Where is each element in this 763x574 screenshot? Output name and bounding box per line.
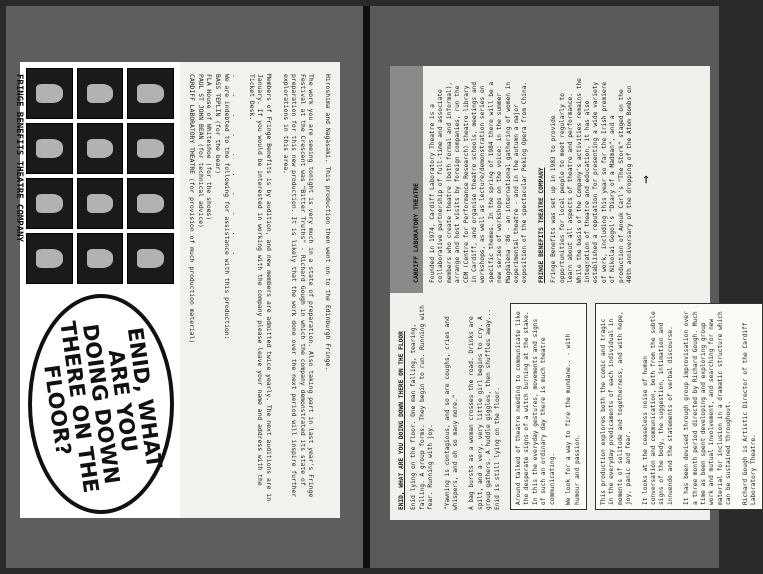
- text-paragraph: Members of Fringe Benefits is by audition, and new members are admitted twice yearly. The next auditions are in January. If you would be interested in working with the company please leave your name and address with the Ticket Desk.: [247, 74, 274, 502]
- text-paragraph: It looks at the ceaseless noise of human conversation and communication, both from the subtle signs of the body, the suggestion, intimation and innuendo and the statements of verbal discourse.: [641, 311, 674, 505]
- performance-photo: [77, 233, 124, 284]
- right-leaflet-rotated-content: [390, 66, 757, 520]
- text-paragraph: Fringe Benefits was set up in 1983 to provide opportunities for local people to meet regularly to learn about all aspects of theatre and performance. While the basis of the Company's activities remains the integration of theatre and education, it has also established a reputation for presenting a wide variety of work, including this year so far the Irish premiere of Nikolai Gogol's "Diary of a Madman", and a production of Anouk Carl's "The Stork" staged on the 40th anniversary of the dropping of the Atom Bombs on: [550, 78, 633, 283]
- text-paragraph: Enid lying on the floor. One man falling, tearing, falling. A group forms. They begin to run. Running with fear. Running with joy.: [410, 305, 435, 510]
- text-paragraph: Hiroshima and Nagasaki. This production then went on to the Edinburgh Fringe.: [324, 74, 332, 371]
- credit-line: PAUL ST JOHN BEAN (for technical advice): [196, 74, 205, 228]
- text-paragraph: "Yawning is contagious, and so are coughs, cries and whispers, and oh so many more.": [443, 316, 460, 510]
- album-spine: [363, 6, 370, 568]
- cardiff-lab-heading: CARDIFF LABORATORY THEATRE: [411, 182, 420, 283]
- grey-band: [390, 66, 423, 293]
- speech-bubble: [28, 294, 174, 514]
- right-album-page: [370, 6, 757, 568]
- text-paragraph: The work you are seeing tonight is very much in a state of preparation. Also taking part in last year's Fringe Festival at the Crescent was "Bitter Truths" - Richard Gough in which the company demonstrated its state of preparation for this new production. It is likely that the work done over the next period will inspire further explorations in this area.: [281, 74, 316, 498]
- poster-area: [14, 62, 180, 518]
- performance-photo: [127, 123, 174, 174]
- performance-photo: [77, 178, 124, 229]
- dot-divider: . . . . . . . . . .: [231, 74, 240, 262]
- fringe-benefits-heading: FRINGE BENEFITS THEATRE COMPANY: [537, 167, 545, 283]
- text-paragraph: Richard Gough is Artistic Director of the Cardiff Laboratory Theatre.: [741, 322, 757, 505]
- text-paragraph: We look for a way to fire the mundane.. - with humour and passion.: [565, 333, 581, 505]
- text-paragraph: Founded in 1974, Cardiff Laboratory Theatre is a collaborative partnership of full-time and associate members who create theatre (both formal and informal), arrange and host visits by foreign companies, run the CEM (Centre for Performance Research) theatre library in Cardiff, and organise theatre schools, meetings and workshops, as well as lecture/demonstration series on specific themes. In the spring of 1984 there will be a new series of workshops on the voice: in the summer Magdalena '86 - an international gathering of women in experimental theatre - and in the autumn a major exposition of the spectacular Peking Opera from China.: [429, 81, 529, 283]
- theatre-company-name: FRINGE BENEFITS THEATRE COMPANY: [14, 74, 24, 242]
- left-leaflet: [14, 62, 340, 518]
- credit-line: BASS TEPLIN (for the bear): [214, 74, 223, 175]
- performance-photo: [77, 123, 124, 174]
- performance-photo: [77, 68, 124, 119]
- production-heading: ENID, WHAT ARE YOU DOING DOWN THERE ON THE FLOOR: [398, 331, 405, 510]
- performance-photo: [127, 178, 174, 229]
- right-leaflet: [390, 66, 757, 520]
- boxed-text: [510, 303, 587, 510]
- text-paragraph: This production explores both the comic and tragic in the everyday predicaments of each individual in moments of solitude and togetherness, and with hope, joy, panic and fear.: [599, 311, 633, 505]
- photo-grid: [26, 68, 174, 284]
- text-paragraph: A bag bursts as a woman crosses the road. Drinks are spilt, and a very, very little girl begins to cry. A group gathers. A huddle giggles, then shuffles away... Enid is still lying on the floor.: [468, 308, 501, 510]
- credit-line: CARDIFF LABORATORY THEATRE (for provision of much production material): [188, 74, 197, 344]
- performance-photo: [26, 178, 73, 229]
- performance-photo: [127, 68, 174, 119]
- performance-photo: [127, 233, 174, 284]
- credit-line: FLA House of Whiteshoe (for the shoes): [205, 74, 214, 221]
- leaflet-column-companies: [390, 66, 710, 293]
- boxed-text: [595, 303, 763, 510]
- leaflet-column-production: [390, 293, 757, 520]
- text-paragraph: We are indebted to the following for assistance with this production:: [222, 74, 231, 340]
- scrapbook-spread: [6, 6, 757, 568]
- performance-photo: [26, 233, 73, 284]
- left-leaflet-text: [180, 62, 340, 518]
- continue-arrow-icon: →: [638, 175, 655, 184]
- performance-photo: [26, 68, 73, 119]
- performance-photo: [26, 123, 73, 174]
- left-leaflet-rotated-content: [14, 62, 340, 518]
- speech-bubble-text: ENID, WHAT ARE YOU DOING DOWN THERE ON THE FLOOR?: [39, 319, 167, 495]
- text-paragraph: Around talked of theatre needing to communicate like the desperate signs of a witch burning at the stake. In this the everyday gestures, movements and signs of such an ordinary day there is much theatre communicating.: [515, 311, 556, 505]
- left-album-page: [6, 6, 363, 568]
- text-paragraph: It has been devised through group improvisation over a three month period directed by Richard Gough. Much time as been spent developing and exploring group work and mutual involvement, and searching for new material for inclusion in a dramatic structure which can be sustained throughout.: [683, 311, 733, 505]
